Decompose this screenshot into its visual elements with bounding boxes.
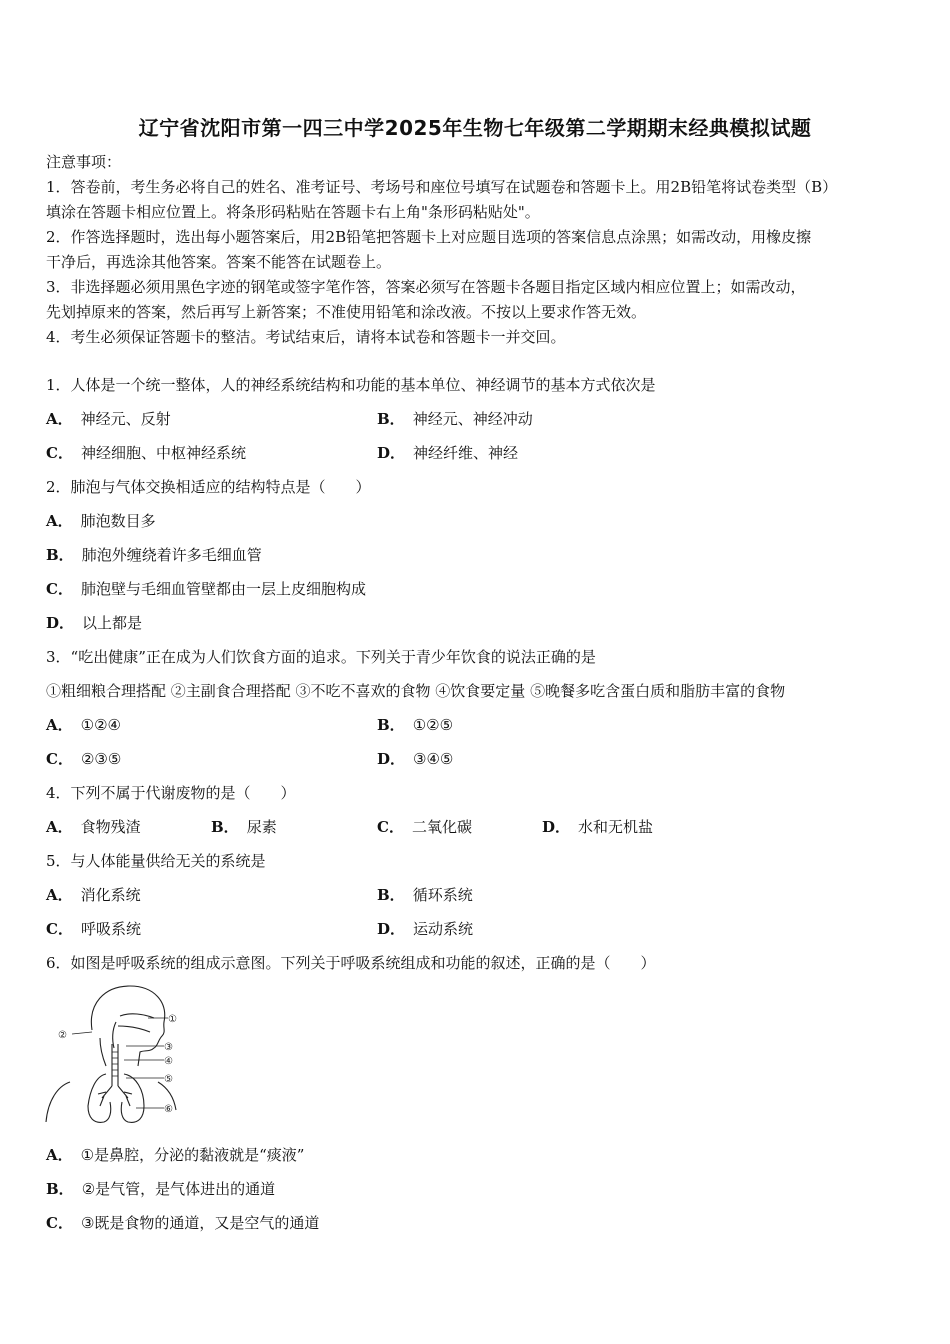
option-c: [46, 579, 366, 599]
oral-cavity: [118, 1026, 150, 1032]
option-label: B．: [377, 716, 405, 734]
option-a: [46, 715, 121, 735]
option-label: B．: [46, 546, 74, 564]
figure-label-6: ⑥: [164, 1104, 173, 1115]
option-d: [377, 919, 473, 939]
trachea: [112, 1044, 118, 1086]
option-label: D．: [46, 614, 75, 632]
option-c: [377, 817, 472, 837]
option-b: [46, 1179, 275, 1199]
option-text: 神经元、神经冲动: [412, 410, 533, 428]
option-label: A．: [46, 410, 73, 428]
option-b: [377, 885, 473, 905]
option-text: 神经纤维、神经: [413, 444, 519, 462]
option-label: A．: [46, 818, 73, 836]
figure-label-5: ⑤: [164, 1074, 173, 1085]
option-text: ①②⑤: [412, 716, 454, 734]
option-label: C．: [46, 444, 73, 462]
option-b: [46, 545, 262, 565]
option-label: C．: [377, 818, 404, 836]
option-text: ②是气管，是气体进出的通道: [81, 1180, 276, 1198]
question-stem: 6．如图是呼吸系统的组成示意图。下列关于呼吸系统组成和功能的叙述，正确的是（ ）: [46, 954, 656, 972]
option-label: B．: [211, 818, 239, 836]
option-c: [46, 443, 246, 463]
option-label: C．: [46, 920, 73, 938]
figure-label-4: ④: [164, 1056, 173, 1067]
option-text: 食物残渣: [80, 818, 141, 836]
option-label: B．: [377, 886, 405, 904]
option-label: D．: [542, 818, 571, 836]
option-label: B．: [46, 1180, 74, 1198]
option-d: [542, 817, 653, 837]
option-label: B．: [377, 410, 405, 428]
option-text: 水和无机盐: [578, 818, 654, 836]
option-label: D．: [377, 920, 406, 938]
option-text: ①②④: [80, 716, 121, 734]
notice-line: 4．考生必须保证答题卡的整洁。考试结束后，请将本试卷和答题卡一并交回。: [46, 328, 566, 346]
option-text: ③既是食物的通道，又是空气的通道: [80, 1214, 320, 1232]
option-text: 尿素: [246, 818, 277, 836]
notice-line: 干净后，再选涂其他答案。答案不能答在试题卷上。: [46, 253, 392, 271]
option-c: [46, 919, 141, 939]
option-label: D．: [377, 444, 406, 462]
option-label: A．: [46, 886, 73, 904]
option-text: ②③⑤: [80, 750, 122, 768]
option-label: C．: [46, 1214, 73, 1232]
nasal-cavity: [120, 1014, 154, 1018]
question-stem: 2．肺泡与气体交换相适应的结构特点是（ ）: [46, 478, 371, 496]
option-label: C．: [46, 750, 73, 768]
option-d: [377, 443, 518, 463]
figure-label-3: ③: [164, 1042, 173, 1053]
option-label: A．: [46, 512, 73, 530]
option-text: 肺泡壁与毛细血管壁都由一层上皮细胞构成: [80, 580, 366, 598]
option-label: A．: [46, 1146, 73, 1164]
question-stem: 4．下列不属于代谢废物的是（ ）: [46, 784, 296, 802]
option-label: D．: [377, 750, 406, 768]
option-text: 肺泡数目多: [80, 512, 156, 530]
option-text: ①是鼻腔，分泌的黏液就是“痰液”: [80, 1146, 305, 1164]
question-stem: 5．与人体能量供给无关的系统是: [46, 852, 266, 870]
option-label: A．: [46, 716, 73, 734]
right-lung: [121, 1074, 144, 1122]
option-c: [46, 1213, 319, 1233]
option-text: 肺泡外缠绕着许多毛细血管: [81, 546, 262, 564]
figure-label-2: ②: [58, 1030, 67, 1041]
question-stem: 1．人体是一个统一整体，人的神经系统结构和功能的基本单位、神经调节的基本方式依次是: [46, 376, 656, 394]
option-a: [46, 409, 171, 429]
option-a: [46, 885, 141, 905]
option-b: [377, 715, 453, 735]
option-text: 呼吸系统: [80, 920, 141, 938]
option-text: 以上都是: [82, 614, 143, 632]
respiratory-system-figure: [40, 982, 190, 1130]
option-text: 循环系统: [412, 886, 473, 904]
option-a: [46, 511, 156, 531]
figure-label-1: ①: [168, 1014, 177, 1025]
option-b: [211, 817, 277, 837]
option-text: 消化系统: [80, 886, 141, 904]
pharynx: [113, 1022, 116, 1048]
neck-outline: [100, 1038, 106, 1066]
option-d: [46, 613, 142, 633]
notice-line: 1．答卷前，考生务必将自己的姓名、准考证号、考场号和座位号填写在试题卷和答题卡上。用2B铅笔将试卷类型（B）: [46, 178, 838, 196]
exam-title: 辽宁省沈阳市第一四三中学2025年生物七年级第二学期期末经典模拟试题: [138, 116, 812, 140]
notice-line: 填涂在答题卡相应位置上。将条形码粘贴在答题卡右上角"条形码粘贴处"。: [46, 203, 540, 221]
option-d: [377, 749, 453, 769]
left-lung: [88, 1074, 111, 1122]
right-bronchus: [118, 1086, 132, 1106]
notice-line: 2．作答选择题时，选出每小题答案后，用2B铅笔把答题卡上对应题目选项的答案信息点涂黑；如需改动，用橡皮擦: [46, 228, 812, 246]
option-text: 二氧化碳: [411, 818, 472, 836]
question-stem: 3．“吃出健康”正在成为人们饮食方面的追求。下列关于青少年饮食的说法正确的是: [46, 648, 596, 666]
question-substem: ①粗细粮合理搭配 ②主副食合理搭配 ③不吃不喜欢的食物 ④饮食要定量 ⑤晚餐多吃含蛋白质和脂肪丰富的食物: [46, 682, 786, 700]
notice-line: 先划掉原来的答案，然后再写上新答案；不准使用铅笔和涂改液。不按以上要求作答无效。: [46, 303, 647, 321]
option-a: [46, 817, 141, 837]
notice-heading: 注意事项：: [46, 153, 122, 171]
option-text: 神经细胞、中枢神经系统: [80, 444, 246, 462]
leader-lines: [72, 1018, 168, 1108]
notice-line: 3．非选择题必须用黑色字迹的钢笔或签字笔作答，答案必须写在答题卡各题目指定区域内相应位置上；如需改动，: [46, 278, 806, 296]
option-text: 运动系统: [413, 920, 474, 938]
trachea-rings: [112, 1052, 118, 1076]
option-c: [46, 749, 121, 769]
option-a: [46, 1145, 304, 1165]
option-text: ③④⑤: [413, 750, 454, 768]
option-label: C．: [46, 580, 73, 598]
option-text: 神经元、反射: [80, 410, 171, 428]
option-b: [377, 409, 533, 429]
